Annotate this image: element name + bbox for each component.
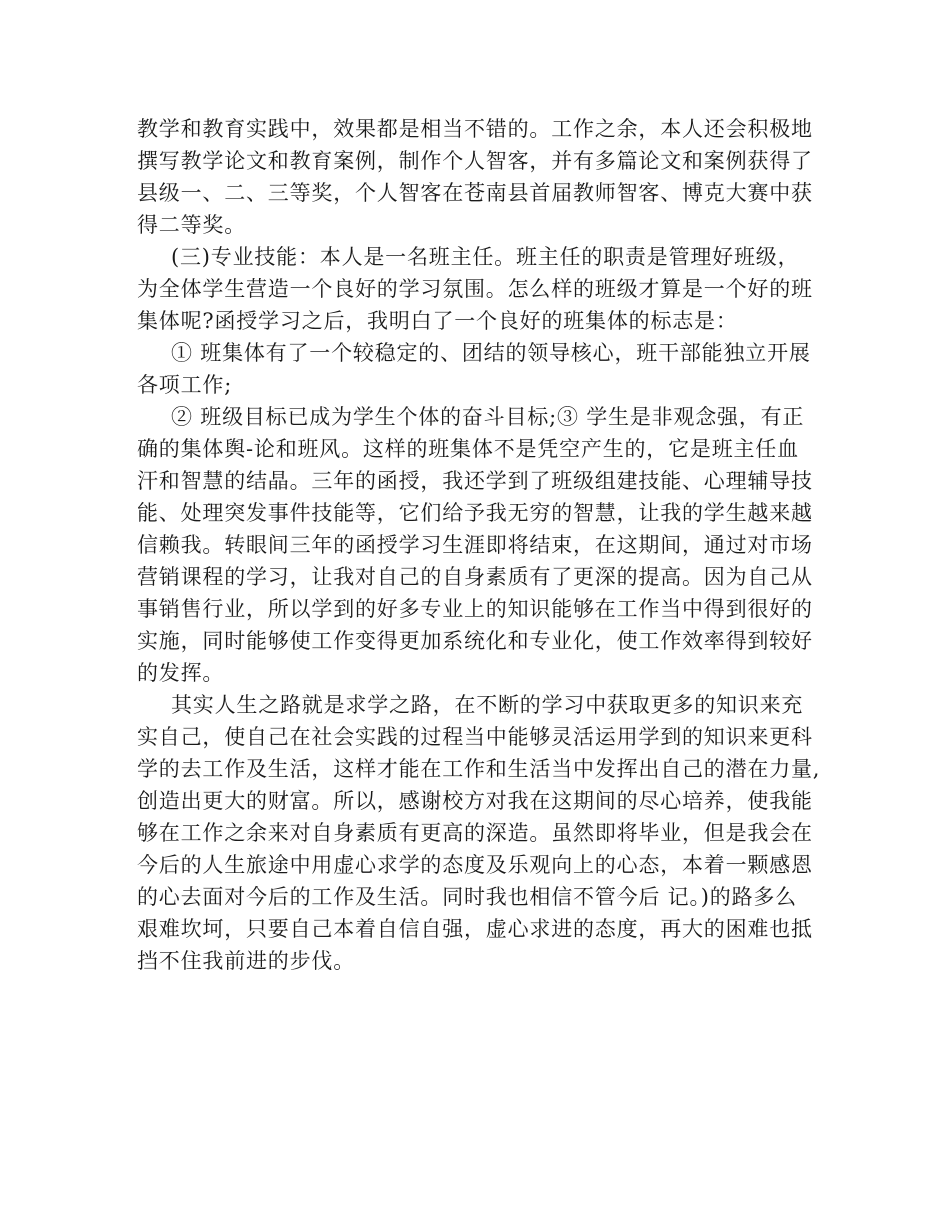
text-line: 集体呢?函授学习之后，我明白了一个良好的班集体的标志是：	[137, 309, 738, 333]
list-item-line: ① 班集体有了一个较稳定的、团结的领导核心，班干部能独立开展	[171, 341, 811, 365]
text-line: 的发挥。	[137, 661, 225, 685]
text-line: 的心去面对今后的工作及生活。同时我也相信不管今后 记。)的路多么	[137, 885, 797, 909]
text-line: 实施，同时能够使工作变得更加系统化和专业化，使工作效率得到较好	[137, 629, 813, 653]
text-line: 县级一、二、三等奖，个人智客在苍南县首届教师智客、博克大赛中获	[137, 181, 813, 205]
text-line: 确的集体舆-论和班风。这样的班集体不是凭空产生的，它是班主任血	[137, 437, 799, 461]
text-line: 为全体学生营造一个良好的学习氛围。怎么样的班级才算是一个好的班	[137, 277, 813, 301]
list-item-line: ② 班级目标已成为学生个体的奋斗目标;③ 学生是非观念强，有正	[171, 405, 805, 429]
text-line: 事销售行业，所以学到的好多专业上的知识能够在工作当中得到很好的	[137, 597, 813, 621]
text-line: 创造出更大的财富。所以，感谢校方对我在这期间的尽心培养，使我能	[137, 789, 813, 813]
paragraph-start-line: (三)专业技能：本人是一名班主任。班主任的职责是管理好班级，	[171, 245, 800, 269]
text-line: 实自己，使自己在社会实践的过程当中能够灵活运用学到的知识来更科	[137, 725, 813, 749]
text-line: 够在工作之余来对自身素质有更高的深造。虽然即将毕业，但是我会在	[137, 821, 813, 845]
text-line: 教学和教育实践中，效果都是相当不错的。工作之余，本人还会积极地	[137, 117, 813, 141]
text-line: 撰写教学论文和教育案例，制作个人智客，并有多篇论文和案例获得了	[137, 149, 813, 173]
text-line: 信赖我。转眼间三年的函授学习生涯即将结束，在这期间，通过对市场	[137, 533, 813, 557]
text-line: 学的去工作及生活，这样才能在工作和生活当中发挥出自己的潜在力量,	[137, 757, 821, 781]
text-line: 得二等奖。	[137, 213, 246, 237]
text-line: 今后的人生旅途中用虚心求学的态度及乐观向上的心态，本着一颗感恩	[137, 853, 813, 877]
text-line: 艰难坎坷，只要自己本着自信自强，虚心求进的态度，再大的困难也抵	[137, 917, 813, 941]
text-line: 挡不住我前进的步伐。	[137, 949, 355, 973]
text-line: 能、处理突发事件技能等，它们给予我无穷的智慧，让我的学生越来越	[137, 501, 813, 525]
document-body	[137, 113, 827, 977]
text-line: 营销课程的学习，让我对自己的自身素质有了更深的提高。因为自己从	[137, 565, 813, 589]
text-line: 汗和智慧的结晶。三年的函授，我还学到了班级组建技能、心理辅导技	[137, 469, 813, 493]
paragraph-start-line: 其实人生之路就是求学之路，在不断的学习中获取更多的知识来充	[171, 693, 804, 717]
text-line: 各项工作;	[137, 373, 233, 397]
